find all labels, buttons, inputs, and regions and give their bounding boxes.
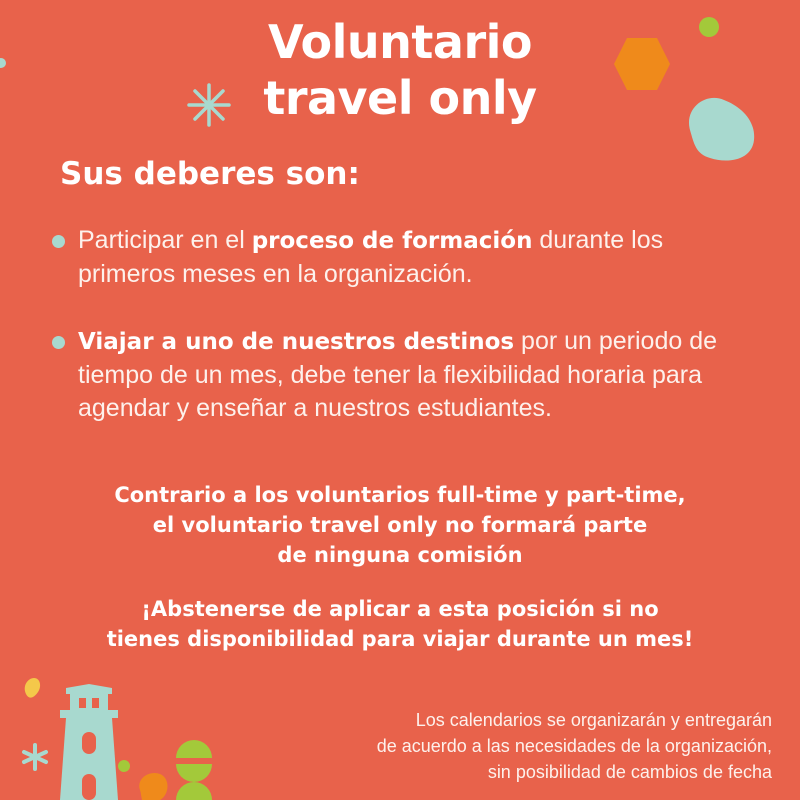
- title-line-1: Voluntario: [267, 15, 533, 69]
- availability-warning: ¡Abstenerse de aplicar a esta posición si no tienes disponibilidad para viajar durante un mes!: [106, 597, 694, 651]
- stacked-halfmoons: [174, 736, 214, 800]
- duty-text-before: Participar en el: [78, 226, 252, 254]
- bullet-dot-icon: [52, 336, 65, 349]
- duties-heading: Sus deberes son:: [60, 156, 360, 192]
- yellow-blob: [22, 676, 42, 700]
- list-item: [52, 224, 752, 291]
- commission-note: Contrario a los voluntarios full-time y part-time, el voluntario travel only no formará parte de ninguna comisión: [114, 483, 686, 567]
- lighthouse-illustration: [46, 684, 132, 800]
- orange-blob: [136, 768, 170, 800]
- page-title: [0, 14, 800, 126]
- duties-list: [52, 224, 752, 425]
- list-item: [52, 325, 752, 425]
- duty-text-bold: Viajar a uno de nuestros destinos: [78, 329, 515, 355]
- duty-text-after: durante los primeros meses en la organización.: [78, 226, 664, 288]
- title-line-2: travel only: [263, 71, 537, 125]
- duty-text-bold: proceso de formación: [251, 228, 533, 254]
- duty-text-after: por un periodo de tiempo de un mes, debe tener la flexibilidad horaria para agendar y enseñar a nuestros estudiantes.: [78, 327, 718, 422]
- footer-note: Los calendarios se organizarán y entregarán de acuerdo a las necesidades de la organización, sin posibilidad de cambios de fecha: [376, 710, 772, 782]
- lime-dot-small: [117, 759, 131, 773]
- bullet-dot-icon: [52, 235, 65, 248]
